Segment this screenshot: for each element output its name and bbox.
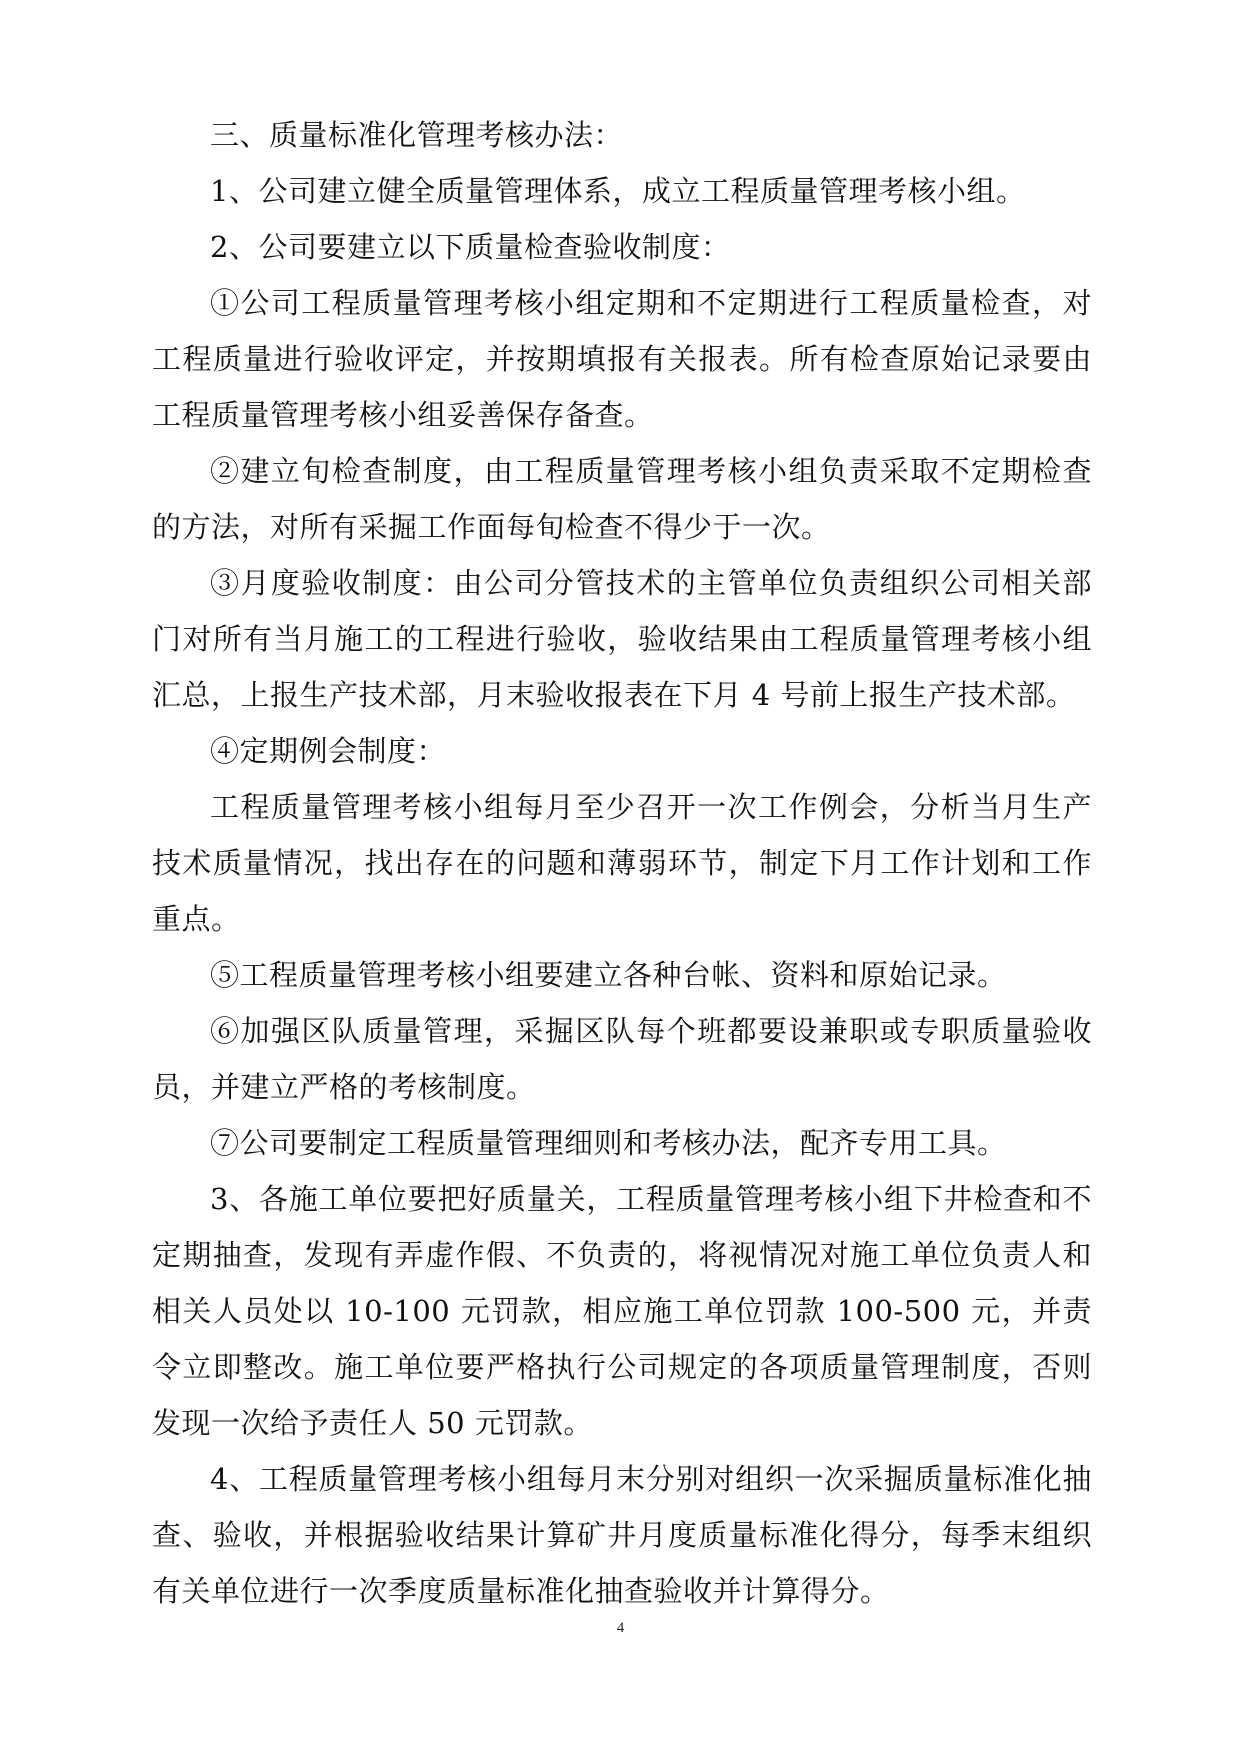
paragraph-subitem-1: ①公司工程质量管理考核小组定期和不定期进行工程质量检查，对工程质量进行验收评定，并按期填报有关报表。所有检查原始记录要由工程质量管理考核小组妥善保存备查。: [152, 286, 1092, 432]
paragraph-item-4: 4、工程质量管理考核小组每月末分别对组织一次采掘质量标准化抽查、验收，并根据验收结果计算矿井月度质量标准化得分，每季末组织有关单位进行一次季度质量标准化抽查验收并计算得分。: [152, 1462, 1092, 1608]
paragraph-subitem-3: ③月度验收制度：由公司分管技术的主管单位负责组织公司相关部门对所有当月施工的工程进行验收，验收结果由工程质量管理考核小组汇总，上报生产技术部，月末验收报表在下月 4 号前上报生产技术部。: [152, 566, 1092, 712]
paragraph-subitem-4: ④定期例会制度：: [210, 734, 447, 768]
page-number: 4: [616, 1620, 625, 1636]
paragraph-subitem-2: ②建立旬检查制度，由工程质量管理考核小组负责采取不定期检查的方法，对所有采掘工作面每旬检查不得少于一次。: [152, 454, 1092, 544]
paragraph-subitem-6: ⑥加强区队质量管理，采掘区队每个班都要设兼职或专职质量验收员，并建立严格的考核制度。: [152, 1014, 1092, 1104]
paragraph-subitem-7: ⑦公司要制定工程质量管理细则和考核办法，配齐专用工具。: [210, 1126, 1007, 1160]
paragraph-subitem-5: ⑤工程质量管理考核小组要建立各种台帐、资料和原始记录。: [210, 958, 1007, 992]
section-heading: 三、质量标准化管理考核办法：: [210, 118, 624, 152]
paragraph-subitem-4-body: 工程质量管理考核小组每月至少召开一次工作例会，分析当月生产技术质量情况，找出存在的问题和薄弱环节，制定下月工作计划和工作重点。: [152, 790, 1092, 936]
paragraph-item-3: 3、各施工单位要把好质量关，工程质量管理考核小组下井检查和不定期抽查，发现有弄虚作假、不负责的，将视情况对施工单位负责人和相关人员处以 10-100 元罚款，相应施工单位罚款 100-500 元，并责令立即整改。施工单位要严格执行公司规定的各项质量管理制度，否则发现一次给予责任人 50 元罚款。: [152, 1182, 1092, 1440]
document-body: [152, 107, 1092, 1619]
paragraph-item-2: 2、公司要建立以下质量检查验收制度：: [210, 230, 731, 264]
paragraph-item-1: 1、公司建立健全质量管理体系，成立工程质量管理考核小组。: [210, 174, 1026, 208]
